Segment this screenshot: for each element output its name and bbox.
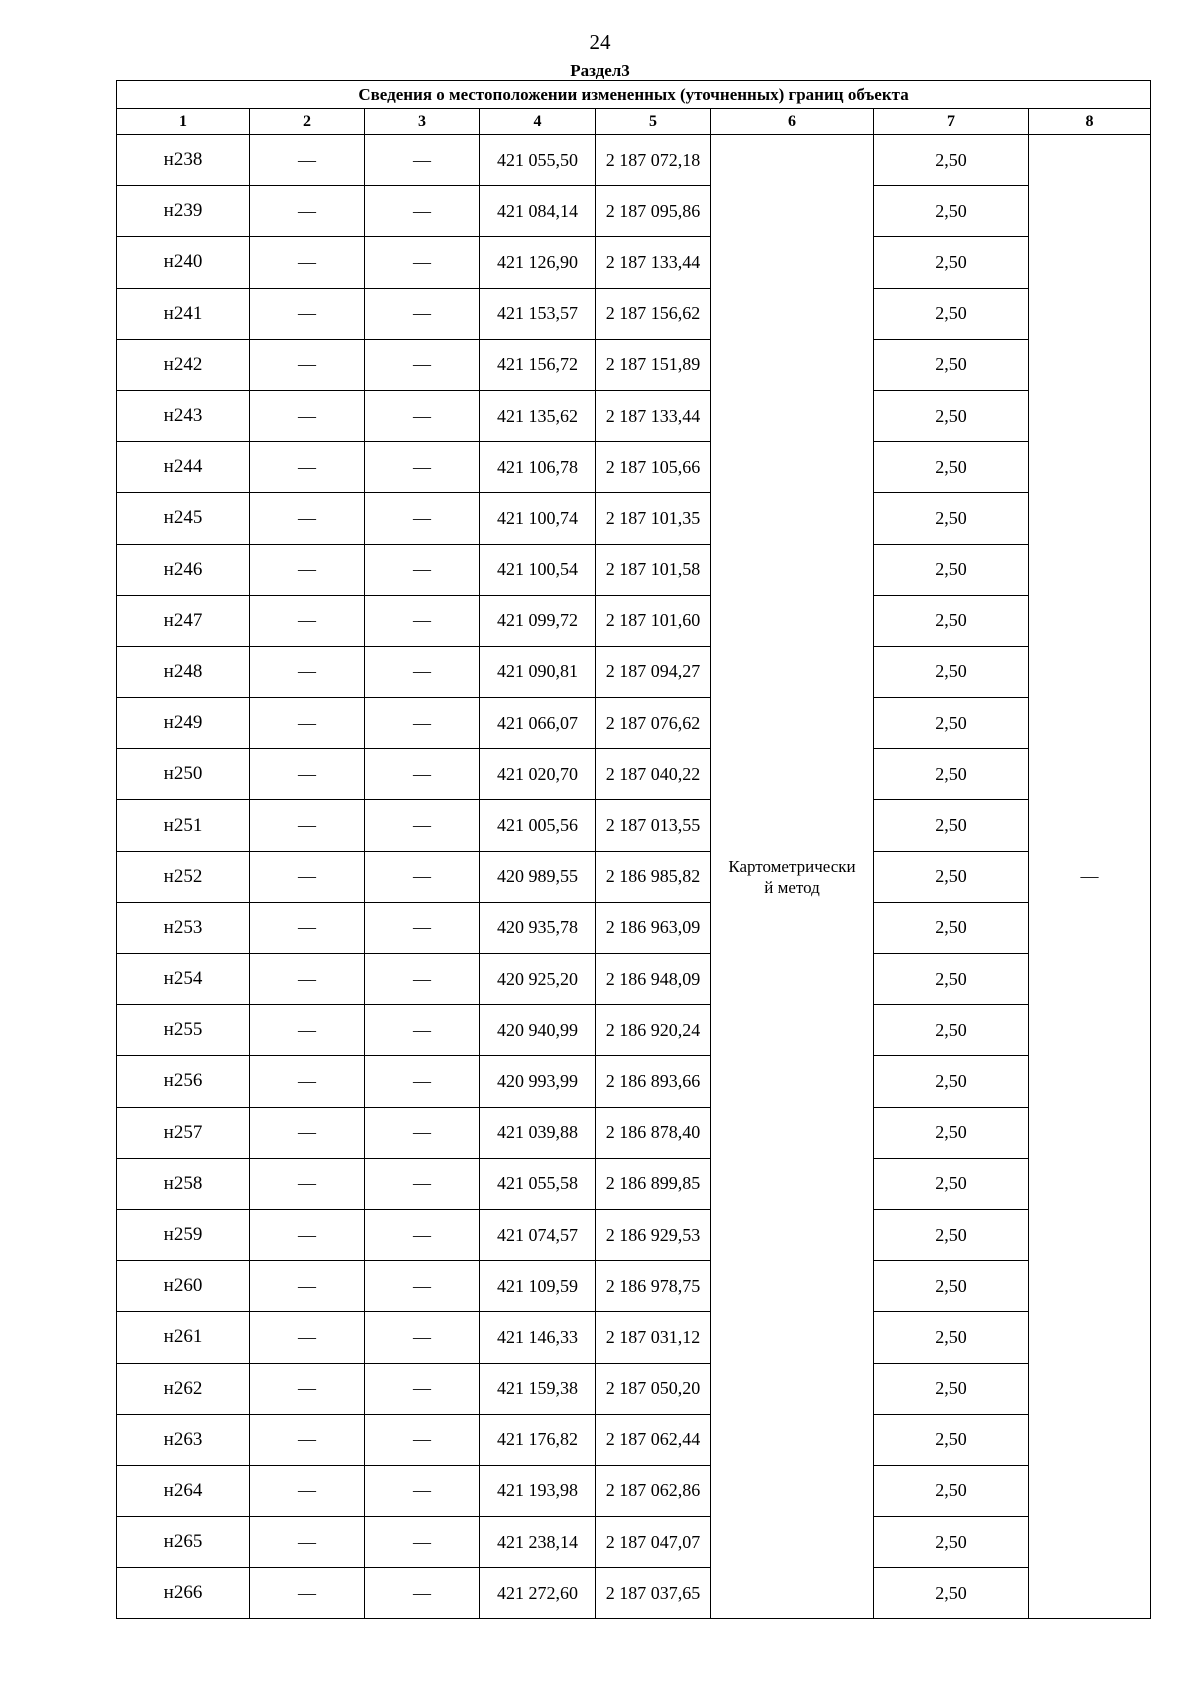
x-coordinate-cell: 420 993,99: [480, 1056, 596, 1107]
column-number: 8: [1029, 109, 1151, 135]
y-coordinate-cell: 2 186 963,09: [596, 902, 711, 953]
table-row: [117, 1568, 1151, 1619]
column-3-cell: —: [365, 1517, 480, 1568]
accuracy-cell: 2,50: [874, 442, 1029, 493]
table-caption-row: [117, 81, 1151, 109]
column-2-cell: —: [250, 1312, 365, 1363]
column-3-cell: —: [365, 186, 480, 237]
table-row: [117, 442, 1151, 493]
column-2-cell: —: [250, 646, 365, 697]
column-3-cell: —: [365, 800, 480, 851]
accuracy-cell: 2,50: [874, 390, 1029, 441]
table-row: [117, 1517, 1151, 1568]
column-3-cell: —: [365, 595, 480, 646]
method-text: Картометрически й метод: [728, 856, 856, 897]
column-3-cell: —: [365, 954, 480, 1005]
column-2-cell: —: [250, 390, 365, 441]
column-2-cell: —: [250, 1158, 365, 1209]
x-coordinate-cell: 421 156,72: [480, 339, 596, 390]
column-number: 3: [365, 109, 480, 135]
column-2-cell: —: [250, 135, 365, 186]
column-number: 5: [596, 109, 711, 135]
column-numbers-row: [117, 109, 1151, 135]
point-cell: н255: [117, 1005, 250, 1056]
x-coordinate-cell: 420 935,78: [480, 902, 596, 953]
y-coordinate-cell: 2 187 101,60: [596, 595, 711, 646]
table-row: [117, 237, 1151, 288]
table-row: [117, 954, 1151, 1005]
y-coordinate-cell: 2 187 031,12: [596, 1312, 711, 1363]
table-row: [117, 1312, 1151, 1363]
point-cell: н244: [117, 442, 250, 493]
column-2-cell: —: [250, 1517, 365, 1568]
accuracy-cell: 2,50: [874, 493, 1029, 544]
point-cell: н259: [117, 1209, 250, 1260]
table-row: [117, 288, 1151, 339]
x-coordinate-cell: 421 066,07: [480, 698, 596, 749]
table-row: [117, 851, 1151, 902]
column-3-cell: —: [365, 544, 480, 595]
column-3-cell: —: [365, 442, 480, 493]
y-coordinate-cell: 2 187 156,62: [596, 288, 711, 339]
column-3-cell: —: [365, 390, 480, 441]
point-cell: н246: [117, 544, 250, 595]
method-cell: [711, 135, 874, 1619]
x-coordinate-cell: 421 176,82: [480, 1414, 596, 1465]
point-cell: н238: [117, 135, 250, 186]
point-cell: н256: [117, 1056, 250, 1107]
table-row: [117, 1056, 1151, 1107]
table-row: [117, 1209, 1151, 1260]
column-2-cell: —: [250, 1414, 365, 1465]
column-2-cell: —: [250, 595, 365, 646]
table-row: [117, 186, 1151, 237]
x-coordinate-cell: 421 106,78: [480, 442, 596, 493]
y-coordinate-cell: 2 186 899,85: [596, 1158, 711, 1209]
column-3-cell: —: [365, 1414, 480, 1465]
column-2-cell: —: [250, 749, 365, 800]
y-coordinate-cell: 2 186 978,75: [596, 1261, 711, 1312]
column-3-cell: —: [365, 1363, 480, 1414]
accuracy-cell: 2,50: [874, 954, 1029, 1005]
column-3-cell: —: [365, 288, 480, 339]
column-3-cell: —: [365, 1312, 480, 1363]
coordinates-table: [116, 80, 1151, 1619]
column-3-cell: —: [365, 135, 480, 186]
table-row: [117, 339, 1151, 390]
column-3-cell: —: [365, 1056, 480, 1107]
table-row: [117, 1005, 1151, 1056]
point-cell: н245: [117, 493, 250, 544]
table-row: [117, 749, 1151, 800]
y-coordinate-cell: 2 187 076,62: [596, 698, 711, 749]
x-coordinate-cell: 421 074,57: [480, 1209, 596, 1260]
point-cell: н240: [117, 237, 250, 288]
table-row: [117, 390, 1151, 441]
column-3-cell: —: [365, 237, 480, 288]
accuracy-cell: 2,50: [874, 1107, 1029, 1158]
y-coordinate-cell: 2 187 037,65: [596, 1568, 711, 1619]
point-cell: н242: [117, 339, 250, 390]
column-3-cell: —: [365, 1465, 480, 1516]
accuracy-cell: 2,50: [874, 1209, 1029, 1260]
x-coordinate-cell: 421 238,14: [480, 1517, 596, 1568]
x-coordinate-cell: 421 135,62: [480, 390, 596, 441]
column-3-cell: —: [365, 851, 480, 902]
table-row: [117, 1363, 1151, 1414]
column-2-cell: —: [250, 1568, 365, 1619]
point-cell: н253: [117, 902, 250, 953]
accuracy-cell: 2,50: [874, 339, 1029, 390]
x-coordinate-cell: 421 146,33: [480, 1312, 596, 1363]
column-3-cell: —: [365, 1261, 480, 1312]
x-coordinate-cell: 421 055,50: [480, 135, 596, 186]
column-2-cell: —: [250, 288, 365, 339]
table-row: [117, 595, 1151, 646]
table-body: [117, 135, 1151, 1619]
x-coordinate-cell: 421 109,59: [480, 1261, 596, 1312]
y-coordinate-cell: 2 187 062,86: [596, 1465, 711, 1516]
column-2-cell: —: [250, 1363, 365, 1414]
accuracy-cell: 2,50: [874, 1056, 1029, 1107]
x-coordinate-cell: 420 989,55: [480, 851, 596, 902]
column-3-cell: —: [365, 1158, 480, 1209]
column-3-cell: —: [365, 493, 480, 544]
x-coordinate-cell: 421 126,90: [480, 237, 596, 288]
point-cell: н251: [117, 800, 250, 851]
column-2-cell: —: [250, 442, 365, 493]
accuracy-cell: 2,50: [874, 749, 1029, 800]
x-coordinate-cell: 421 084,14: [480, 186, 596, 237]
column-2-cell: —: [250, 493, 365, 544]
column-2-cell: —: [250, 1107, 365, 1158]
y-coordinate-cell: 2 187 047,07: [596, 1517, 711, 1568]
x-coordinate-cell: 421 193,98: [480, 1465, 596, 1516]
table-row: [117, 1158, 1151, 1209]
x-coordinate-cell: 421 159,38: [480, 1363, 596, 1414]
y-coordinate-cell: 2 186 878,40: [596, 1107, 711, 1158]
accuracy-cell: 2,50: [874, 646, 1029, 697]
table-row: [117, 1261, 1151, 1312]
x-coordinate-cell: 420 925,20: [480, 954, 596, 1005]
table-row: [117, 135, 1151, 186]
point-cell: н247: [117, 595, 250, 646]
column-2-cell: —: [250, 698, 365, 749]
column-number: 1: [117, 109, 250, 135]
column-3-cell: —: [365, 749, 480, 800]
point-cell: н264: [117, 1465, 250, 1516]
table-row: [117, 698, 1151, 749]
accuracy-cell: 2,50: [874, 186, 1029, 237]
column-2-cell: —: [250, 237, 365, 288]
column-2-cell: —: [250, 1056, 365, 1107]
point-cell: н260: [117, 1261, 250, 1312]
point-cell: н254: [117, 954, 250, 1005]
point-cell: н243: [117, 390, 250, 441]
column-3-cell: —: [365, 646, 480, 697]
y-coordinate-cell: 2 187 050,20: [596, 1363, 711, 1414]
point-cell: н263: [117, 1414, 250, 1465]
accuracy-cell: 2,50: [874, 1517, 1029, 1568]
column-number: 2: [250, 109, 365, 135]
column-2-cell: —: [250, 544, 365, 595]
accuracy-cell: 2,50: [874, 1363, 1029, 1414]
column-2-cell: —: [250, 1209, 365, 1260]
accuracy-cell: 2,50: [874, 1414, 1029, 1465]
accuracy-cell: 2,50: [874, 698, 1029, 749]
y-coordinate-cell: 2 187 133,44: [596, 237, 711, 288]
y-coordinate-cell: 2 187 095,86: [596, 186, 711, 237]
x-coordinate-cell: 421 039,88: [480, 1107, 596, 1158]
x-coordinate-cell: 420 940,99: [480, 1005, 596, 1056]
column-number: 4: [480, 109, 596, 135]
column-number: 6: [711, 109, 874, 135]
y-coordinate-cell: 2 186 948,09: [596, 954, 711, 1005]
column-2-cell: —: [250, 1465, 365, 1516]
column-2-cell: —: [250, 1261, 365, 1312]
column-number: 7: [874, 109, 1029, 135]
x-coordinate-cell: 421 100,74: [480, 493, 596, 544]
table-row: [117, 1107, 1151, 1158]
y-coordinate-cell: 2 186 920,24: [596, 1005, 711, 1056]
accuracy-cell: 2,50: [874, 1465, 1029, 1516]
column-2-cell: —: [250, 954, 365, 1005]
point-cell: н249: [117, 698, 250, 749]
x-coordinate-cell: 421 099,72: [480, 595, 596, 646]
point-cell: н239: [117, 186, 250, 237]
y-coordinate-cell: 2 187 101,35: [596, 493, 711, 544]
column-3-cell: —: [365, 902, 480, 953]
column-2-cell: —: [250, 1005, 365, 1056]
column-3-cell: —: [365, 1568, 480, 1619]
column-2-cell: —: [250, 186, 365, 237]
accuracy-cell: 2,50: [874, 1568, 1029, 1619]
accuracy-cell: 2,50: [874, 1005, 1029, 1056]
y-coordinate-cell: 2 186 985,82: [596, 851, 711, 902]
column-3-cell: —: [365, 698, 480, 749]
x-coordinate-cell: 421 153,57: [480, 288, 596, 339]
y-coordinate-cell: 2 187 133,44: [596, 390, 711, 441]
accuracy-cell: 2,50: [874, 288, 1029, 339]
accuracy-cell: 2,50: [874, 1158, 1029, 1209]
table-row: [117, 646, 1151, 697]
page-number: 24: [589, 30, 611, 54]
column-3-cell: —: [365, 1209, 480, 1260]
y-coordinate-cell: 2 187 013,55: [596, 800, 711, 851]
y-coordinate-cell: 2 187 094,27: [596, 646, 711, 697]
accuracy-cell: 2,50: [874, 544, 1029, 595]
point-cell: н248: [117, 646, 250, 697]
table-row: [117, 1414, 1151, 1465]
point-cell: н266: [117, 1568, 250, 1619]
accuracy-cell: 2,50: [874, 237, 1029, 288]
x-coordinate-cell: 421 020,70: [480, 749, 596, 800]
accuracy-cell: 2,50: [874, 800, 1029, 851]
table-row: [117, 493, 1151, 544]
table-row: [117, 800, 1151, 851]
point-cell: н250: [117, 749, 250, 800]
accuracy-cell: 2,50: [874, 135, 1029, 186]
point-cell: н262: [117, 1363, 250, 1414]
column-3-cell: —: [365, 1005, 480, 1056]
y-coordinate-cell: 2 186 893,66: [596, 1056, 711, 1107]
point-cell: н265: [117, 1517, 250, 1568]
accuracy-cell: 2,50: [874, 851, 1029, 902]
y-coordinate-cell: 2 187 062,44: [596, 1414, 711, 1465]
column-2-cell: —: [250, 800, 365, 851]
column-2-cell: —: [250, 339, 365, 390]
x-coordinate-cell: 421 272,60: [480, 1568, 596, 1619]
table-row: [117, 1465, 1151, 1516]
y-coordinate-cell: 2 187 151,89: [596, 339, 711, 390]
y-coordinate-cell: 2 186 929,53: [596, 1209, 711, 1260]
y-coordinate-cell: 2 187 072,18: [596, 135, 711, 186]
column-2-cell: —: [250, 851, 365, 902]
accuracy-cell: 2,50: [874, 1312, 1029, 1363]
x-coordinate-cell: 421 100,54: [480, 544, 596, 595]
x-coordinate-cell: 421 090,81: [480, 646, 596, 697]
point-cell: н241: [117, 288, 250, 339]
column-8-cell: —: [1029, 135, 1151, 1619]
table-row: [117, 544, 1151, 595]
table-caption: Сведения о местоположении измененных (уточненных) границ объекта: [117, 81, 1151, 109]
table-row: [117, 902, 1151, 953]
column-3-cell: —: [365, 339, 480, 390]
point-cell: н261: [117, 1312, 250, 1363]
accuracy-cell: 2,50: [874, 1261, 1029, 1312]
point-cell: н257: [117, 1107, 250, 1158]
accuracy-cell: 2,50: [874, 902, 1029, 953]
point-cell: н258: [117, 1158, 250, 1209]
x-coordinate-cell: 421 055,58: [480, 1158, 596, 1209]
section-title: Раздел3: [570, 61, 630, 80]
column-2-cell: —: [250, 902, 365, 953]
accuracy-cell: 2,50: [874, 595, 1029, 646]
point-cell: н252: [117, 851, 250, 902]
y-coordinate-cell: 2 187 101,58: [596, 544, 711, 595]
y-coordinate-cell: 2 187 105,66: [596, 442, 711, 493]
x-coordinate-cell: 421 005,56: [480, 800, 596, 851]
column-3-cell: —: [365, 1107, 480, 1158]
y-coordinate-cell: 2 187 040,22: [596, 749, 711, 800]
